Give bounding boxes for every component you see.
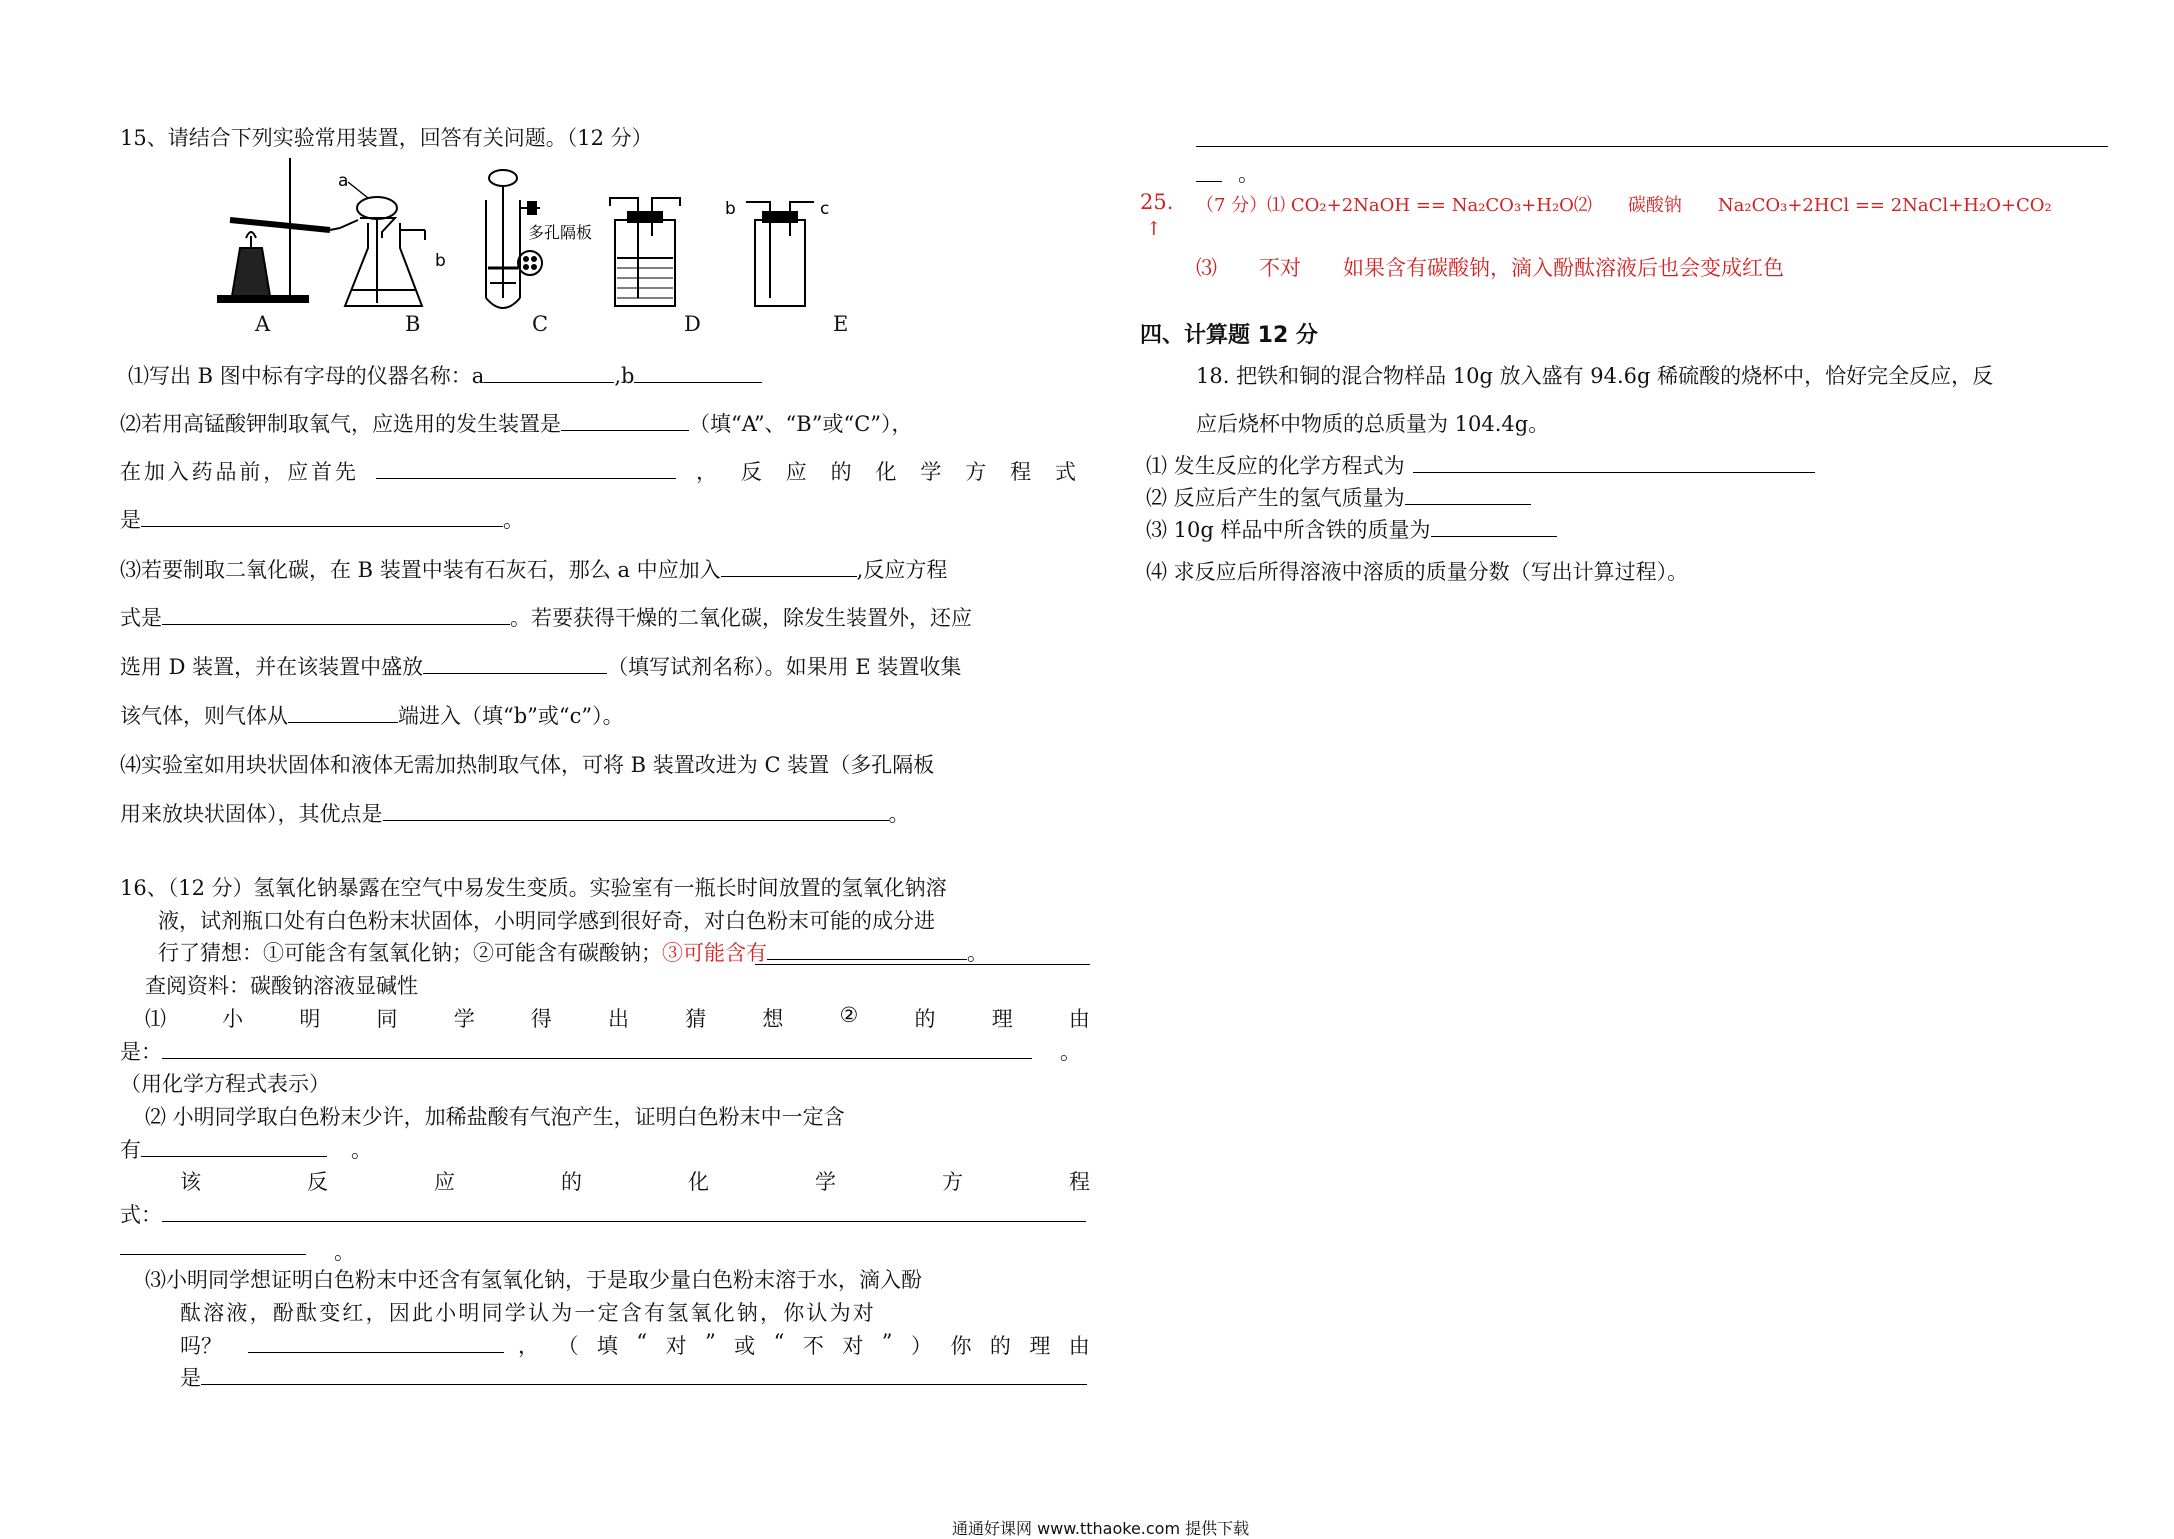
guess3-underline (755, 964, 1090, 965)
answer-25-line2: ⑶ 不对 如果含有碳酸钠，滴入酚酞溶液后也会变成红色 (1196, 256, 1784, 280)
ch: ” (881, 1330, 893, 1354)
ch: 该 (180, 1170, 201, 1194)
ch: 同 (376, 1007, 398, 1031)
ch: 药 (191, 460, 213, 484)
q15-part4-line1: ⑷实验室如用块状固体和液体无需加热制取气体，可将 B 装置改进为 C 装置（多孔隔板 (120, 753, 935, 777)
q18-part3 (1146, 514, 1557, 544)
ch: 理 (1029, 1334, 1051, 1358)
ch: 你 (950, 1334, 972, 1358)
q16-line8: ⑵ 小明同学取白色粉末少许，加稀盐酸有气泡产生，证明白色粉末中一定含 (145, 1105, 845, 1129)
ch: 方 (942, 1170, 963, 1194)
q15-part2-is: 是 (120, 508, 141, 532)
apparatus-e (746, 202, 814, 306)
q16-eq-label: 式： (120, 1203, 162, 1227)
blank-co2-equation[interactable] (162, 604, 510, 625)
q15-part2-end: 。 (503, 508, 524, 532)
ch: 加 (143, 460, 165, 484)
q16-line15 (180, 1330, 1090, 1360)
ch: 入 (167, 460, 189, 484)
ch: 由 (1068, 1007, 1090, 1031)
ch: “ (636, 1330, 648, 1354)
ch: 出 (608, 1007, 630, 1031)
q16-line13: ⑶小明同学想证明白色粉末中还含有氢氧化钠，于是取少量白色粉末溶于水，滴入酚 (145, 1268, 922, 1292)
q15-part3-text2: ,反应方程 (856, 558, 948, 582)
blank-must-have[interactable] (141, 1136, 327, 1157)
ch: ⑴ (145, 1007, 166, 1031)
ch: 想 (762, 1007, 784, 1031)
blank-iron-mass[interactable] (1431, 516, 1557, 537)
ch: 得 (530, 1007, 552, 1031)
q18-line2: 应后烧杯中物质的总质量为 104.4g。 (1196, 412, 1550, 436)
ch: 应 (287, 460, 309, 484)
label-e-c: c (820, 199, 830, 219)
q16-has: 有 (120, 1138, 141, 1162)
ch: 程 (1069, 1170, 1090, 1194)
ch: 式 (1055, 460, 1076, 484)
q18-part1 (1146, 450, 1815, 480)
q16-has-end: 。 (351, 1138, 372, 1162)
blank-reason-equation[interactable] (162, 1038, 1032, 1059)
ch: 的 (989, 1334, 1011, 1358)
q15-part2-hint: （填“A”、“B”或“C”）， (689, 412, 913, 436)
ch: 的 (561, 1170, 582, 1194)
ch: 品 (215, 460, 237, 484)
q16-line12: 。 (334, 1240, 355, 1264)
answer-25-line1: （7 分）⑴ CO₂+2NaOH == Na₂CO₃+H₂O⑵ 碳酸钠 Na₂CO₃+2HCl == 2NaCl+H₂O+CO₂ (1196, 195, 2052, 216)
blank-precheck[interactable] (376, 458, 676, 479)
label-e-b: b (725, 199, 736, 219)
ch: 的 (830, 460, 852, 484)
blank-o2-device[interactable] (561, 410, 689, 431)
blank-guess3[interactable] (767, 939, 967, 960)
ch: 应 (434, 1170, 455, 1194)
fig-name-e: E (833, 312, 849, 336)
q16-guess-end: 。 (967, 941, 988, 965)
q15-part3-text4: 选用 D 装置，并在该装置中盛放 (120, 655, 424, 679)
apparatus-d (610, 198, 680, 306)
q16-reason-label: 是 (180, 1366, 201, 1390)
ch: 反 (740, 460, 762, 484)
ch: 小 (222, 1007, 244, 1031)
q15-part3-text7: 端进入（填“b”或“c”）。 (398, 704, 624, 728)
q16-fill-hint (518, 1330, 1090, 1360)
q18-part2-text: ⑵ 反应后产生的氢气质量为 (1146, 486, 1405, 510)
answer-25-arrow: ↑ (1146, 218, 1162, 240)
ch: 或 (734, 1334, 756, 1358)
fig-name-b: B (405, 312, 421, 336)
blank-hydrogen-mass[interactable] (1405, 484, 1531, 505)
ch: （ (557, 1334, 579, 1358)
blank-o2-equation[interactable] (141, 506, 503, 527)
ch: ② (839, 1003, 859, 1027)
q16-guess: 行了猜想：①可能含有氢氧化钠；②可能含有碳酸钠； (158, 941, 662, 965)
ch: 由 (1068, 1334, 1090, 1358)
blank-b[interactable] (634, 362, 762, 383)
blank-reagent[interactable] (423, 653, 607, 674)
ch: 化 (688, 1170, 709, 1194)
q15-part1 (128, 360, 762, 390)
ch: 对 (665, 1334, 687, 1358)
apparatus-figure (210, 158, 970, 338)
apparatus-a (218, 158, 358, 302)
q15-part3-line1 (120, 554, 947, 584)
ch: ” (705, 1330, 716, 1354)
ch: 学 (815, 1170, 836, 1194)
q15-part3-text3: 。若要获得干燥的二氧化碳，除发生装置外，还应 (510, 606, 972, 630)
ch: 先 (334, 460, 356, 484)
ch: 的 (914, 1007, 936, 1031)
ch: 首 (311, 460, 332, 484)
q15-part3-text5: （填写试剂名称）。如果用 E 装置收集 (607, 655, 962, 679)
blank-inlet[interactable] (288, 702, 398, 723)
blank-reason[interactable] (201, 1364, 1087, 1385)
blank-acid[interactable] (721, 556, 857, 577)
q18-line1: 18. 把铁和铜的混合物样品 10g 放入盛有 94.6g 稀硫酸的烧杯中，恰好完全反应，反 (1196, 364, 1994, 388)
answer-25-number: 25. (1140, 190, 1174, 214)
q15-part2-line1 (120, 408, 913, 438)
q15-part4-end: 。 (888, 802, 910, 826)
q15-part4-text: 用来放块状固体），其优点是 (120, 802, 383, 826)
q16-guess3: ③可能含有 (662, 941, 767, 965)
blank-hcl-equation[interactable] (162, 1201, 1086, 1222)
q16-line11 (120, 1199, 1086, 1229)
ch: ） (910, 1334, 932, 1358)
blank-q18-equation[interactable] (1413, 452, 1815, 473)
q16-line5 (145, 1003, 1090, 1033)
label-b: b (435, 251, 446, 271)
q15-title: 15、请结合下列实验常用装置，回答有关问题。（12 分） (120, 126, 653, 150)
section-calculation: 四、计算题 12 分 (1140, 323, 1318, 348)
q16-line7: （用化学方程式表示） (120, 1072, 330, 1096)
q16-line10 (180, 1166, 1090, 1196)
ch: 不 (802, 1334, 824, 1358)
q18-part2 (1146, 482, 1531, 512)
q16-line14: 酞溶液，酚酞变红，因此小明同学认为一定含有氢氧化钠，你认为对 (180, 1301, 876, 1325)
ch: ， (696, 460, 717, 484)
ch: 在 (120, 460, 141, 484)
q15-part1-text: ⑴写出 B 图中标有字母的仪器名称：a (128, 364, 485, 388)
q15-part3-line4 (120, 700, 624, 730)
ch: 填 (596, 1334, 618, 1358)
footer-source: 通通好课网 www.tthaoke.com 提供下载 (952, 1519, 1250, 1538)
q18-part4: ⑷ 求反应后所得溶液中溶质的质量分数（写出计算过程）。 (1146, 560, 1689, 584)
q15-part2-line2 (120, 456, 1092, 486)
q15-part3-line3 (120, 651, 961, 681)
q15-part2-spread-a (120, 456, 356, 486)
q18-part1-text: ⑴ 发生反应的化学方程式为 (1146, 454, 1405, 478)
blank-advantage[interactable] (383, 800, 889, 821)
fig-name-a: A (255, 312, 271, 336)
ch: 反 (307, 1170, 328, 1194)
q16-reason-is: 是： (120, 1040, 162, 1064)
q16-line3 (158, 937, 988, 967)
ch: 学 (920, 460, 942, 484)
q16-line16 (180, 1362, 1087, 1392)
blank-right-wrong[interactable] (248, 1332, 504, 1353)
ch: 理 (991, 1007, 1013, 1031)
q16-line4: 查阅资料：碳酸钠溶液显碱性 (145, 974, 418, 998)
ch: 程 (1010, 460, 1032, 484)
ch: “ (773, 1330, 785, 1354)
ch: 学 (453, 1007, 475, 1031)
ch: 猜 (685, 1007, 707, 1031)
ch: 方 (965, 460, 987, 484)
label-plate: 多孔隔板 (528, 223, 593, 242)
q16-reason-end: 。 (1060, 1040, 1081, 1064)
ch: ， (518, 1334, 539, 1358)
apparatus-b (345, 197, 425, 306)
ch: ， (263, 460, 285, 484)
q15-part1-sep: ,b (614, 364, 635, 388)
blank-a[interactable] (484, 362, 614, 383)
q15-part3-text6: 该气体，则气体从 (120, 704, 288, 728)
q16-line9 (120, 1134, 372, 1164)
q16-line6 (120, 1036, 1081, 1066)
ch: 对 (842, 1334, 864, 1358)
answer-line-short (1196, 181, 1222, 182)
q15-part2-text: ⑵若用高锰酸钾制取氧气，应选用的发生装置是 (120, 412, 561, 436)
ch: 前 (239, 460, 261, 484)
ch: 明 (299, 1007, 321, 1031)
fig-name-c: C (532, 312, 549, 336)
answer-line-top (1196, 146, 2108, 147)
fig-name-d: D (684, 312, 701, 336)
q15-part2-line3 (120, 504, 524, 534)
ch: 化 (875, 460, 897, 484)
q16-line1: 16、（12 分）氢氧化钠暴露在空气中易发生变质。实验室有一瓶长时间放置的氢氧化钠溶 (120, 876, 947, 900)
q15-part2-spread-b (696, 456, 1076, 486)
hcl-equation-underline-2 (120, 1254, 306, 1255)
answer-line-end: 。 (1238, 162, 1259, 186)
label-a: a (338, 171, 349, 191)
q16-right-q: 吗？ (180, 1334, 222, 1358)
q15-part3-text: ⑶若要制取二氧化碳，在 B 装置中装有石灰石，那么 a 中应加入 (120, 558, 721, 582)
ch: 应 (785, 460, 807, 484)
q15-part4-line2 (120, 798, 910, 828)
q16-line2: 液，试剂瓶口处有白色粉末状固体，小明同学感到很好奇，对白色粉末可能的成分进 (158, 909, 935, 933)
q15-part3-is: 式是 (120, 606, 162, 630)
q15-part3-line2 (120, 602, 972, 632)
q18-part3-text: ⑶ 10g 样品中所含铁的质量为 (1146, 518, 1431, 542)
